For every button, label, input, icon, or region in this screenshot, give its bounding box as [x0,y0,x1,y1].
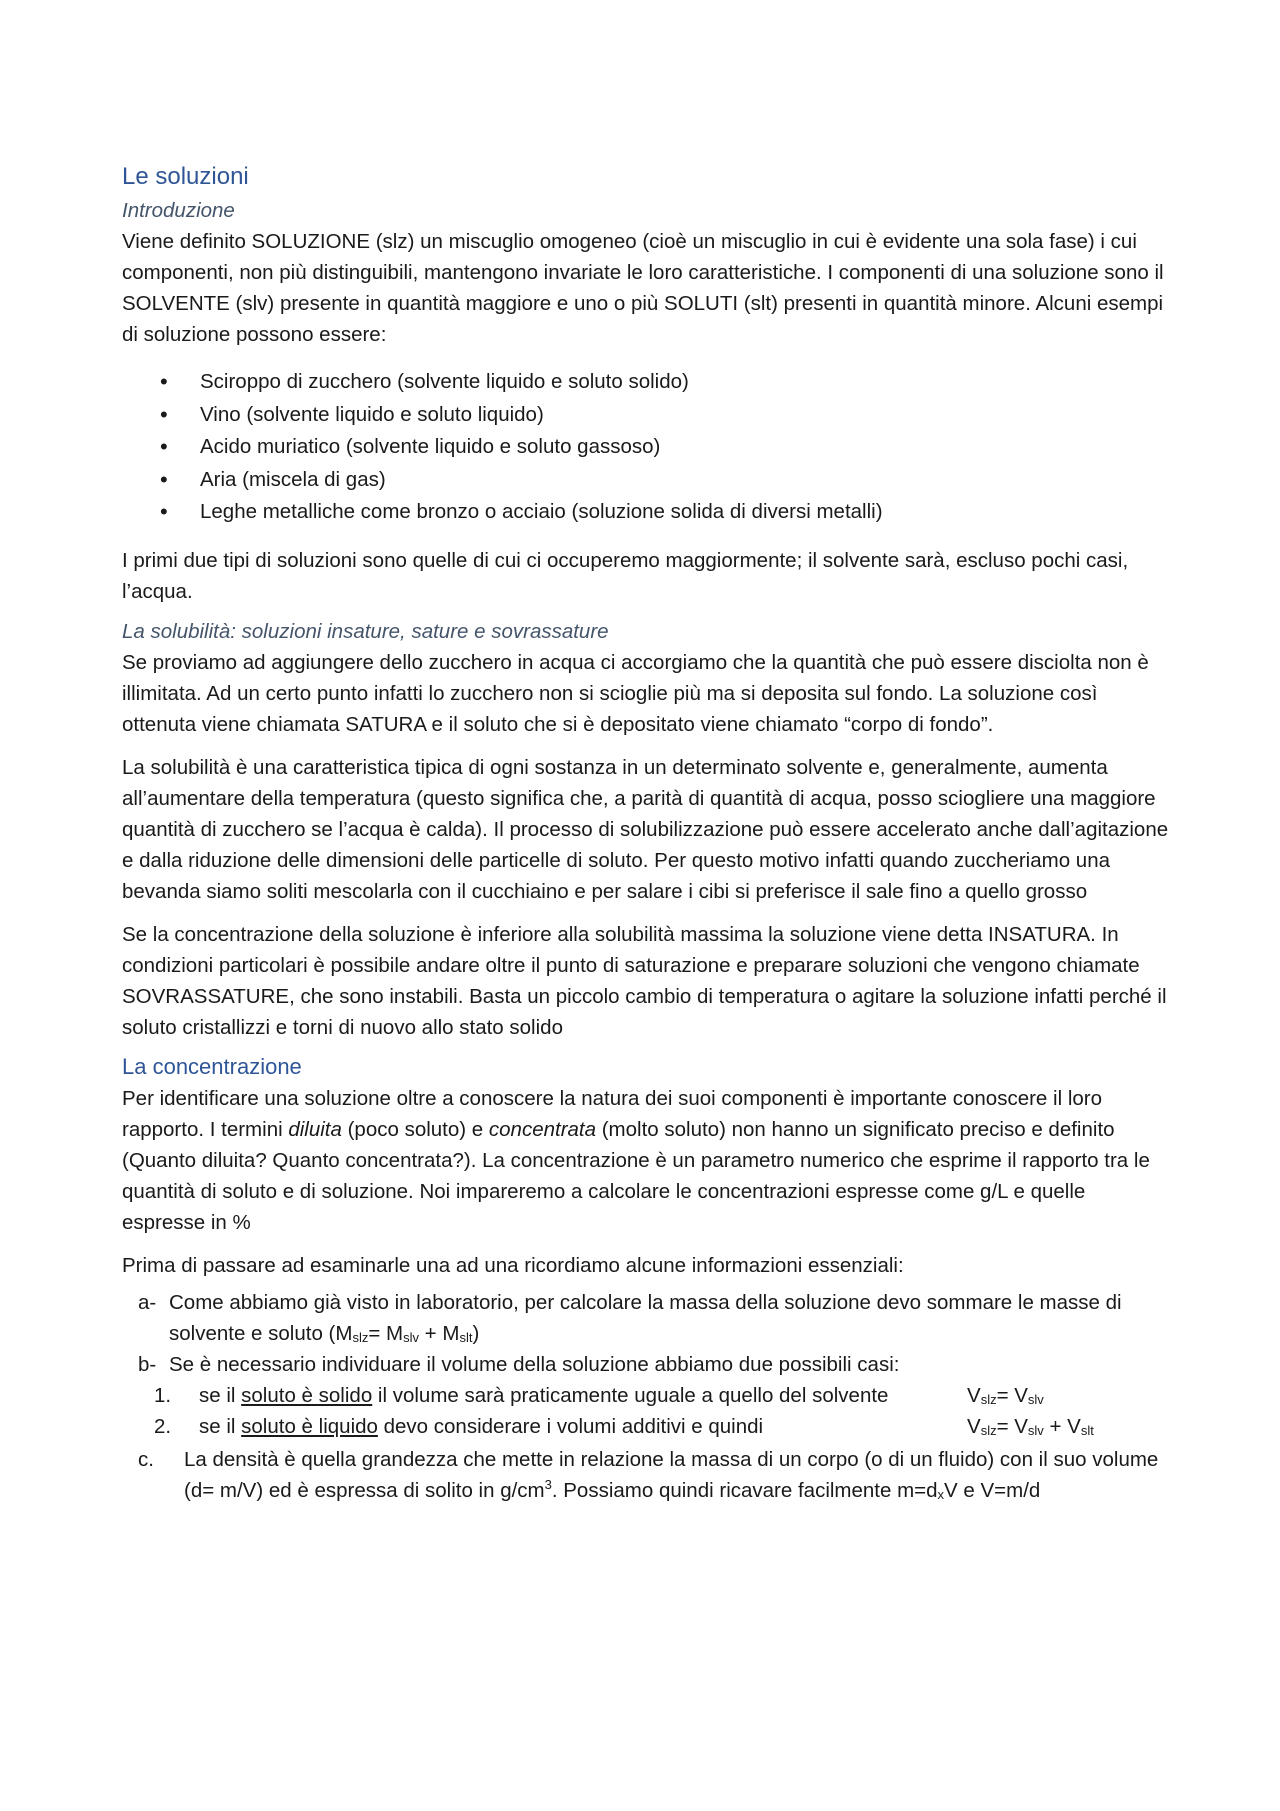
text-span: = V [996,1383,1028,1407]
text-span: = V [996,1414,1028,1438]
section-heading-concentrazione: La concentrazione [122,1053,302,1079]
essential-info-list [122,1287,1170,1506]
list-item: • Acido muriatico (solvente liquido e soluto gassoso) [200,431,1170,464]
list-item-c [122,1444,1170,1506]
text-span: se il [199,1383,242,1407]
subscript: slv [1027,1391,1044,1407]
subscript: slz [980,1391,997,1407]
list-item: • Leghe metalliche come bronzo o acciaio (soluzione solida di diversi metalli) [200,496,1170,529]
subscript: slv [1027,1422,1044,1438]
concentration-paragraph-2: Prima di passare ad esaminarle una ad una ricordiamo alcune informazioni essenziali: [122,1253,904,1277]
text-span: V [967,1414,981,1438]
list-marker: b- [138,1352,157,1376]
text-span: (poco soluto) e [341,1117,489,1141]
formula-liquid [967,1411,1094,1442]
subscript: slv [403,1329,419,1345]
subscript: slz [352,1329,369,1345]
underlined-text: soluto è solido [241,1383,373,1407]
text-span: La densità è quella grandezza che mette in relazione la massa di un corpo (o di un fluido) con il suo volume (d= m/V) ed è espressa di solito in g/cm [184,1447,1159,1502]
text-span: = M [368,1321,404,1345]
text-span: + V [1043,1414,1081,1438]
text-span: . Possiamo quindi ricavare facilmente m=d [551,1478,938,1502]
subscript: slz [980,1422,997,1438]
intro-paragraph-2: I primi due tipi di soluzioni sono quelle di cui ci occuperemo maggiormente; il solvente sarà, escluso pochi casi, l’acqua. [122,548,1129,603]
text-span: + M [418,1321,460,1345]
text-span: il volume sarà praticamente uguale a quello del solvente [372,1383,889,1407]
term-diluita: diluita [288,1117,342,1141]
list-item: • Aria (miscela di gas) [200,464,1170,497]
text-span: ) [472,1321,480,1345]
list-item-b [122,1349,1170,1380]
page-title: Le soluzioni [122,163,249,190]
text-span: V e V=m/d [944,1478,1041,1502]
text-span: Per identificare una soluzione oltre a conoscere la natura dei suoi componenti è importante conoscere il loro rapporto. I termini [122,1086,1103,1141]
underlined-text: soluto è liquido [241,1414,378,1438]
text-span: Come abbiamo già visto in laboratorio, per calcolare la massa della soluzione devo sommare le masse di solvente e soluto (M [169,1290,1122,1345]
list-marker: 1. [154,1383,172,1407]
examples-list [122,366,1170,529]
subscript: slt [1080,1422,1094,1438]
list-marker: 2. [154,1414,172,1438]
list-item: • Vino (solvente liquido e soluto liquido) [200,399,1170,432]
text-span: V [967,1383,981,1407]
text-span: devo considerare i volumi additivi e quindi [377,1414,764,1438]
list-item-a [122,1287,1170,1349]
subscript: x [937,1486,945,1502]
solubility-paragraph-2: La solubilità è una caratteristica tipica di ogni sostanza in un determinato solvente e, generalmente, aumenta all’aumentare della temperatura (questo significa che, a parità di quantità di acqua, posso sciogliere una maggiore quantità di zucchero se l’acqua è calda). Il processo di solubilizzazione può essere accelerato anche dall’agitazione e dalla riduzione delle dimensioni delle particelle di soluto. Per questo motivo infatti quando zuccheriamo una bevanda siamo soliti mescolarla con il cucchiaino e per salare i cibi si preferisce il sale fino a quello grosso [122,755,1169,903]
list-marker: c. [138,1447,154,1471]
concentration-paragraph-1 [122,1083,1170,1238]
intro-paragraph: Viene definito SOLUZIONE (slz) un miscuglio omogeneo (cioè un miscuglio in cui è evidente una sola fase) i cui componenti, non più distinguibili, mantengono invariate le loro caratteristiche. I componenti di una soluzione sono il SOLVENTE (slv) presente in quantità maggiore e uno o più SOLUTI (slt) presenti in quantità minore. Alcuni esempi di soluzione possono essere: [122,230,1164,346]
subscript: slt [459,1329,473,1345]
formula-solid [967,1380,1044,1411]
text-span: se il [199,1414,242,1438]
text-span: Se è necessario individuare il volume della soluzione abbiamo due possibili casi: [169,1352,900,1376]
text-span: (molto soluto) non hanno un significato preciso e definito (Quanto diluita? Quanto concentrata?). La concentrazione è un parametro numerico che esprime il rapporto tra le quantità di soluto e di soluzione. Noi impareremo a calcolare le concentrazioni espresse come g/L e quelle espresse in % [122,1117,1150,1234]
section-heading-solubilita: La solubilità: soluzioni insature, sature e sovrassature [122,619,609,643]
list-marker: a- [138,1290,157,1314]
list-item-b1 [122,1380,1170,1411]
section-heading-introduzione: Introduzione [122,199,235,222]
list-item-b2 [122,1411,1170,1442]
solubility-paragraph-1: Se proviamo ad aggiungere dello zucchero in acqua ci accorgiamo che la quantità che può essere disciolta non è illimitata. Ad un certo punto infatti lo zucchero non si scioglie più ma si deposita sul fondo. La soluzione così ottenuta viene chiamata SATURA e il soluto che si è depositato viene chiamato “corpo di fondo”. [122,650,1149,736]
solubility-paragraph-3: Se la concentrazione della soluzione è inferiore alla solubilità massima la soluzione viene detta INSATURA. In condizioni particolari è possibile andare oltre il punto di saturazione e preparare soluzioni che vengono chiamate SOVRASSATURE, che sono instabili. Basta un piccolo cambio di temperatura o agitare la soluzione infatti perché il soluto cristallizzi e torni di nuovo allo stato solido [122,922,1167,1039]
superscript: 3 [544,1476,552,1492]
term-concentrata: concentrata [488,1117,597,1141]
list-item: • Sciroppo di zucchero (solvente liquido e soluto solido) [200,366,1170,399]
